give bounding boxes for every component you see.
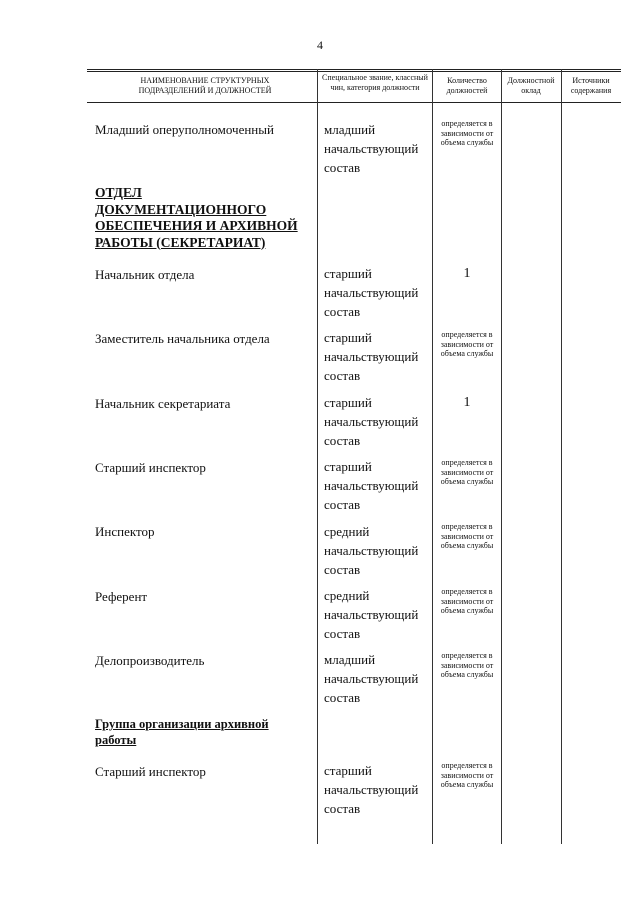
position-name: Старший инспектор	[95, 460, 206, 475]
position-status: средний начальствующий состав	[324, 588, 419, 641]
column-divider-3	[501, 69, 502, 844]
table-top-border-double	[87, 71, 621, 72]
position-qty: определяется в зависимости от объема службы	[440, 587, 494, 615]
position-qty: определяется в зависимости от объема службы	[440, 119, 494, 147]
position-name: Начальник отдела	[95, 267, 195, 282]
position-name: Референт	[95, 589, 148, 604]
position-status: младший начальствующий состав	[324, 652, 419, 705]
table-header-bottom-border	[87, 102, 621, 103]
page-number: 4	[317, 38, 323, 52]
position-qty: 1	[463, 395, 471, 410]
table-top-border	[87, 69, 621, 70]
position-status: старший начальствующий состав	[324, 266, 419, 319]
position-qty: 1	[463, 266, 471, 281]
position-status: старший начальствующий состав	[324, 330, 419, 383]
header-name: НАИМЕНОВАНИЕ СТРУКТУРНЫХ ПОДРАЗДЕЛЕНИЙ И ДОЛЖНОСТЕЙ	[138, 76, 272, 95]
header-sources: Источники содержания	[570, 76, 612, 95]
column-divider-1	[317, 69, 318, 844]
position-name: Инспектор	[95, 524, 155, 539]
column-divider-4	[561, 69, 562, 844]
position-name: Младший оперуполномоченный	[95, 122, 274, 137]
position-qty: определяется в зависимости от объема службы	[440, 651, 494, 679]
position-status: старший начальствующий состав	[324, 459, 419, 512]
position-status: старший начальствующий состав	[324, 763, 419, 816]
position-qty: определяется в зависимости от объема службы	[440, 761, 494, 789]
position-name: Начальник секретариата	[95, 396, 231, 411]
header-status: Специальное звание, классный чин, категория должности	[322, 73, 428, 92]
section-title: ОТДЕЛ ДОКУМЕНТАЦИОННОГО ОБЕСПЕЧЕНИЯ И АРХИВНОЙ РАБОТЫ (СЕКРЕТАРИАТ)	[95, 185, 298, 250]
position-name: Заместитель начальника отдела	[95, 331, 270, 346]
position-status: средний начальствующий состав	[324, 524, 419, 577]
header-salary: Должностной оклад	[507, 76, 555, 95]
position-qty: определяется в зависимости от объема службы	[440, 522, 494, 550]
position-qty: определяется в зависимости от объема службы	[440, 330, 494, 358]
position-name: Делопроизводитель	[95, 653, 205, 668]
header-qty: Количество должностей	[446, 76, 488, 95]
group-title: Группа организации архивной работы	[95, 717, 269, 747]
position-name: Старший инспектор	[95, 764, 206, 779]
position-status: младший начальствующий состав	[324, 122, 419, 175]
position-status: старший начальствующий состав	[324, 395, 419, 448]
position-qty: определяется в зависимости от объема службы	[440, 458, 494, 486]
